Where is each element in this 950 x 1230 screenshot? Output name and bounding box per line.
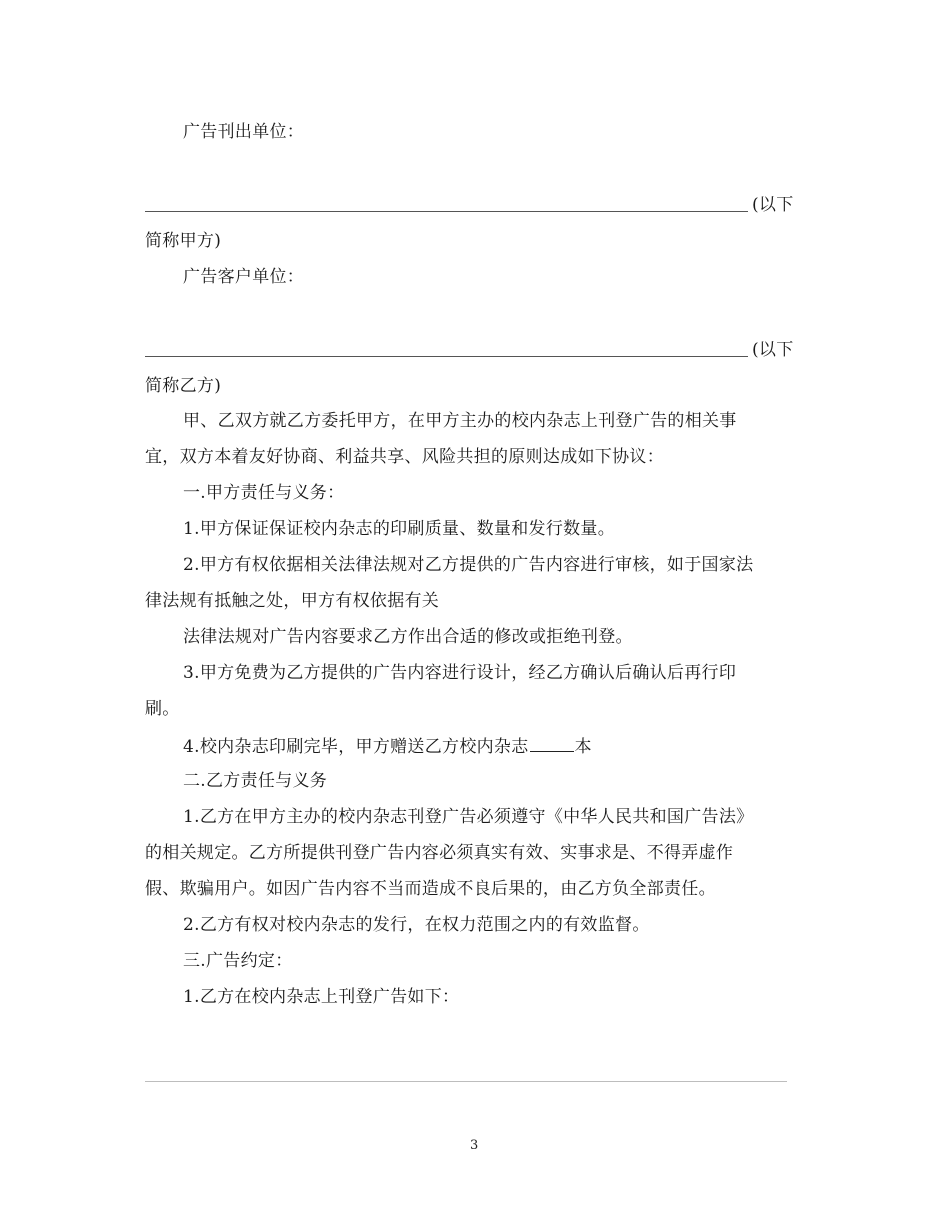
- party-a-clause-2-line-2: 律法规有抵触之处，甲方有权依据有关: [145, 591, 440, 611]
- party-a-clause-3-line-2: 刷。: [145, 699, 180, 719]
- section-heading-ad-terms: 三.广告约定：: [183, 951, 293, 971]
- footer-divider: [145, 1081, 787, 1082]
- party-b-clause-2: 2.乙方有权对校内杂志的发行，在权力范围之内的有效监督。: [183, 915, 650, 935]
- party-a-clause-2-line-3: 法律法规对广告内容要求乙方作出合适的修改或拒绝刊登。: [183, 627, 633, 647]
- party-a-clause-2-line-1: 2.甲方有权依据相关法律法规对乙方提供的广告内容进行审核，如于国家法: [183, 555, 754, 575]
- page-number: 3: [470, 1138, 479, 1153]
- section-heading-party-b: 二.乙方责任与义务: [183, 771, 328, 791]
- publisher-blank-line: [145, 211, 748, 212]
- client-note-end: 简称乙方): [145, 376, 222, 396]
- party-a-clause-4-unit: 本: [574, 737, 592, 757]
- section-heading-party-a: 一.甲方责任与义务：: [183, 483, 345, 503]
- client-label: 广告客户单位：: [183, 267, 305, 287]
- party-a-clause-4: [183, 734, 592, 758]
- party-b-clause-1-line-1: 1.乙方在甲方主办的校内杂志刊登广告必须遵守《中华人民共和国广告法》: [183, 807, 754, 827]
- copies-blank: [530, 734, 574, 752]
- party-b-clause-1-line-2: 的相关规定。乙方所提供刊登广告内容必须真实有效、实事求是、不得弄虚作: [145, 843, 734, 863]
- party-b-clause-1-line-3: 假、欺骗用户。如因广告内容不当而造成不良后果的，由乙方负全部责任。: [145, 879, 716, 899]
- client-note-start: (以下: [752, 340, 794, 360]
- publisher-note-end: 简称甲方): [145, 231, 222, 251]
- client-blank-line: [145, 356, 748, 357]
- ad-terms-clause-1: 1.乙方在校内杂志上刊登广告如下：: [183, 987, 460, 1007]
- party-a-clause-4-text: 4.校内杂志印刷完毕，甲方赠送乙方校内杂志: [183, 737, 529, 757]
- publisher-note-start: (以下: [752, 195, 794, 215]
- publisher-label: 广告刊出单位：: [183, 122, 305, 142]
- intro-paragraph-line-2: 宜，双方本着友好协商、利益共享、风险共担的原则达成如下协议：: [145, 447, 664, 467]
- party-a-clause-3-line-1: 3.甲方免费为乙方提供的广告内容进行设计，经乙方确认后确认后再行印: [183, 663, 737, 683]
- party-a-clause-1: 1.甲方保证保证校内杂志的印刷质量、数量和发行数量。: [183, 519, 616, 539]
- intro-paragraph-line-1: 甲、乙双方就乙方委托甲方，在甲方主办的校内杂志上刊登广告的相关事: [183, 411, 737, 431]
